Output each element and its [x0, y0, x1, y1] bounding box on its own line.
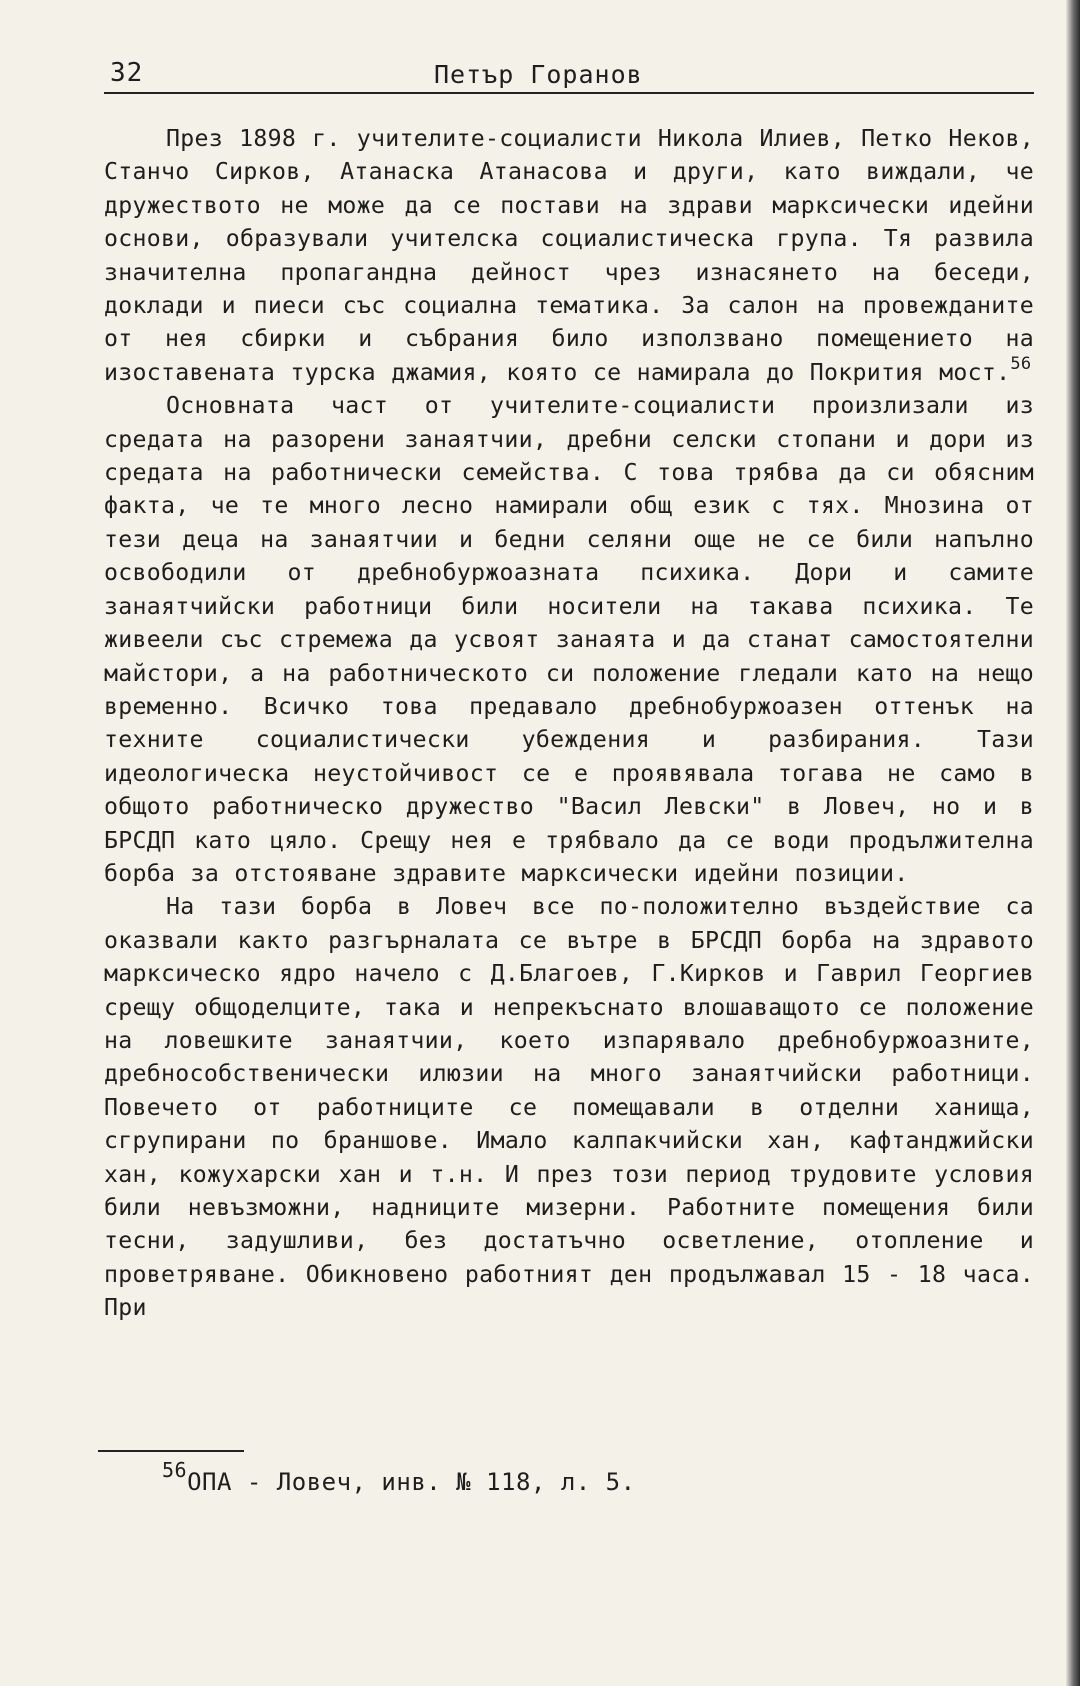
body-text	[104, 122, 1034, 1325]
footnote-text: ОПА - Ловеч, инв. № 118, л. 5.	[187, 1468, 636, 1496]
page-number: 32	[110, 58, 144, 88]
paragraph-1	[104, 122, 1034, 389]
footnote	[162, 1458, 636, 1496]
paragraph-3: На тази борба в Ловеч все по-положително въздействие са оказвали както разгърналата се вътре в БРСДП борба на здравото марксическо ядро начело с Д.Благоев, Г.Кирков и Гаврил Георгиев срещу общоделците, така и непрекъснато влошаващото се положение на ловешките занаятчии, което изпарявало дребнобуржоазните, дребнособственически илюзии на много занаятчийски работници. Повечето от работниците се помещавали в отделни ханища, сгрупирани по браншове. Имало калпакчийски хан, кафтанджийски хан, кожухарски хан и т.н. И през този период трудовите условия били невъзможни, надниците мизерни. Работните помещения били тесни, задушливи, без достатъчно осветление, отопление и проветряване. Обикновено работният ден продължавал 15 - 18 часа. При	[104, 893, 1034, 1322]
footnote-divider	[98, 1450, 244, 1452]
footnote-reference: 56	[1010, 354, 1032, 375]
footnote-number: 56	[162, 1458, 188, 1482]
page-edge-shadow	[1066, 0, 1080, 1686]
page-header	[104, 56, 1034, 94]
running-title: Петър Горанов	[434, 60, 643, 89]
paragraph-2: Основната част от учителите-социалисти произлизали из средата на разорени занаятчии, дребни селски стопани и дори из средата на работнически семейства. С това трябва да си обясним факта, че те много лесно намирали общ език с тях. Мнозина от тези деца на занаятчии и бедни селяни още не се били напълно освободили от дребнобуржоазната психика. Дори и самите занаятчийски работници били носители на такава психика. Те живеели със стремежа да усвоят занаята и да станат самостоятелни майстори, а на работническото си положение гледали като на нещо временно. Всичко това предавало дребнобуржоазен оттенък на техните социалистически убеждения и разбирания. Тази идеологическа неустойчивост се е проявявала тогава не само в общото работническо дружество "Васил Левски" в Ловеч, но и в БРСДП като цяло. Срещу нея е трябвало да се води продължителна борба за отстояване здравите марксически идейни позиции.	[104, 392, 1034, 887]
paragraph-1-text: През 1898 г. учителите-социалисти Никола Илиев, Петко Неков, Станчо Сирков, Атанаска Атанасова и други, като виждали, че дружеството не може да се постави на здрави марксически идейни основи, образували учителска социалистическа група. Тя развила значителна пропагандна дейност чрез изнасянето на беседи, доклади и пиеси със социална тематика. За салон на провежданите от нея сбирки и събрания било използвано помещението на изоставената турска джамия, която се намирала до Покрития мост.	[104, 125, 1034, 386]
